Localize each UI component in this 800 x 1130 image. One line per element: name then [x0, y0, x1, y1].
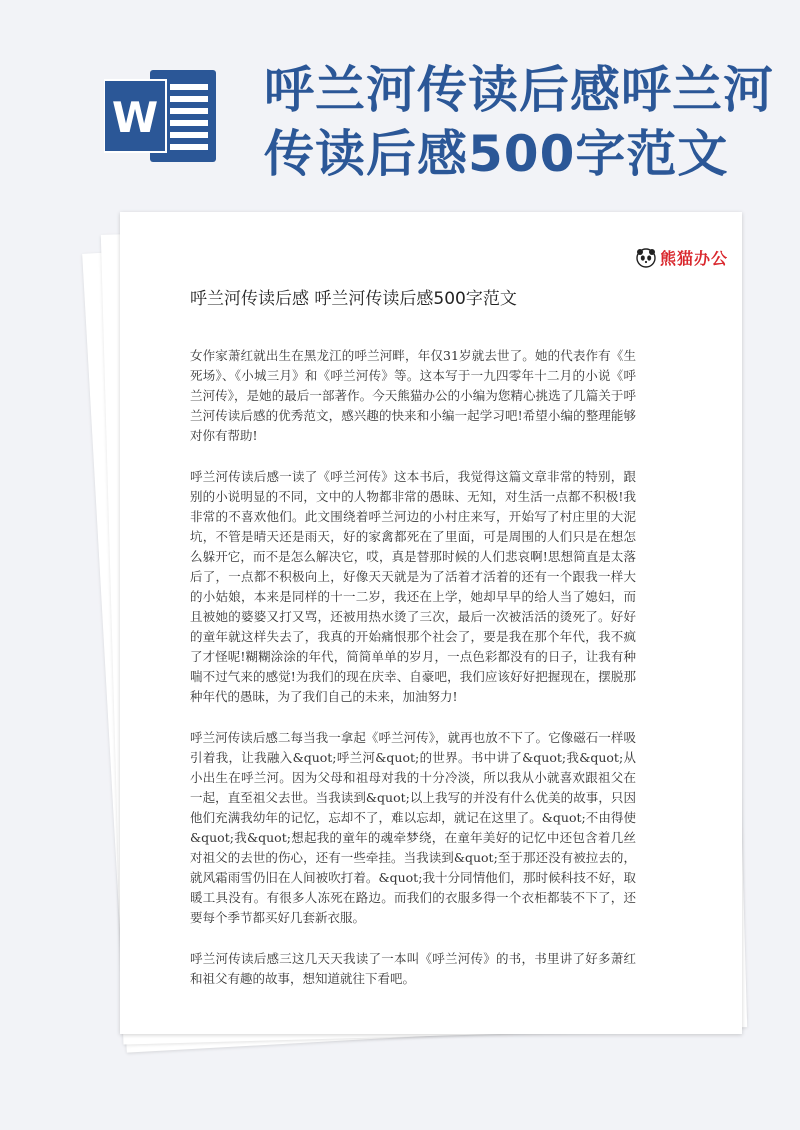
paragraph-intro: 女作家萧红就出生在黑龙江的呼兰河畔，年仅31岁就去世了。她的代表作有《生死场》、《小城三月》和《呼兰河传》等。这本写于一九四零年十二月的小说《呼兰河传》，是她的最后一部著作。今天熊猫办公的小编为您精心挑选了几篇关于呼兰河传读后感的优秀范文，感兴趣的快来和小编一起学习吧!希望小编的整理能够对你有帮助! [190, 348, 636, 443]
paragraph-review-1: 呼兰河传读后感一读了《呼兰河传》这本书后，我觉得这篇文章非常的特别，跟别的小说明显的不同，文中的人物都非常的愚昧、无知，对生活一点都不积极!我非常的不喜欢他们。此文围绕着呼兰河边的小村庄来写，开始写了村庄里的大泥坑，不管是晴天还是雨天，好的家禽都死在了里面，可是周围的人们只是在想怎么躲开它，而不是怎么解决它，哎，真是替那时候的人们悲哀啊!思想简直是太落后了，一点都不积极向上，好像天天就是为了活着才活着的还有一个跟我一样大的小姑娘，本来是同样的十一二岁，我还在上学，她却早早的给人当了媳妇，而且被她的婆婆又打又骂，还被用热水烫了三次，最后一次被活活的烫死了。好好的童年就这样失去了，我真的开始痛恨那个社会了，要是我在那个年代，我不疯了才怪呢!糊糊涂涂的年代，简简单单的岁月，一点色彩都没有的日子，让我有种喘不过气来的感觉!为我们的现在庆幸、自豪吧，我们应该好好把握现在，摆脱那种年代的愚昧，为了我们自己的未来，加油努力! [190, 469, 636, 704]
word-icon-letter: W [111, 93, 159, 142]
document-page [120, 212, 742, 1034]
header-title: 呼兰河传读后感呼兰河传读后感500字范文 [264, 61, 774, 183]
brand-logo [636, 246, 728, 269]
panda-icon [636, 248, 656, 268]
paragraph-review-2: 呼兰河传读后感二每当我一拿起《呼兰河传》，就再也放不下了。它像磁石一样吸引着我，让我融入&quot;呼兰河&quot;的世界。书中讲了&quot;我&quot;从小出生在呼兰河。因为父母和祖母对我的十分冷淡，所以我从小就喜欢跟祖父在一起，直至祖父去世。当我读到&quot;以上我写的并没有什么优美的故事，只因他们充满我幼年的记忆，忘却不了，难以忘却，就记在这里了。&quot;不由得使&quot;我&quot;想起我的童年的魂牵梦绕，在童年美好的记忆中还包含着几丝对祖父的去世的伤心，还有一些牵挂。当我读到&quot;至于那还没有被拉去的，就风霜雨雪仍旧在人间被吹打着。&quot;我十分同情他们，那时候科技不好，取暖工具没有。有很多人冻死在路边。而我们的衣服多得一个衣柜都装不下了，还要每个季节都买好几套新衣服。 [190, 730, 636, 925]
document-body [190, 346, 636, 1010]
paragraph-review-3: 呼兰河传读后感三这几天天我读了一本叫《呼兰河传》的书，书里讲了好多萧红和祖父有趣的故事，想知道就往下看吧。 [190, 951, 636, 986]
brand-name: 熊猫办公 [659, 249, 728, 268]
word-document-icon [104, 66, 220, 166]
document-title: 呼兰河传读后感 呼兰河传读后感500字范文 [190, 289, 517, 309]
